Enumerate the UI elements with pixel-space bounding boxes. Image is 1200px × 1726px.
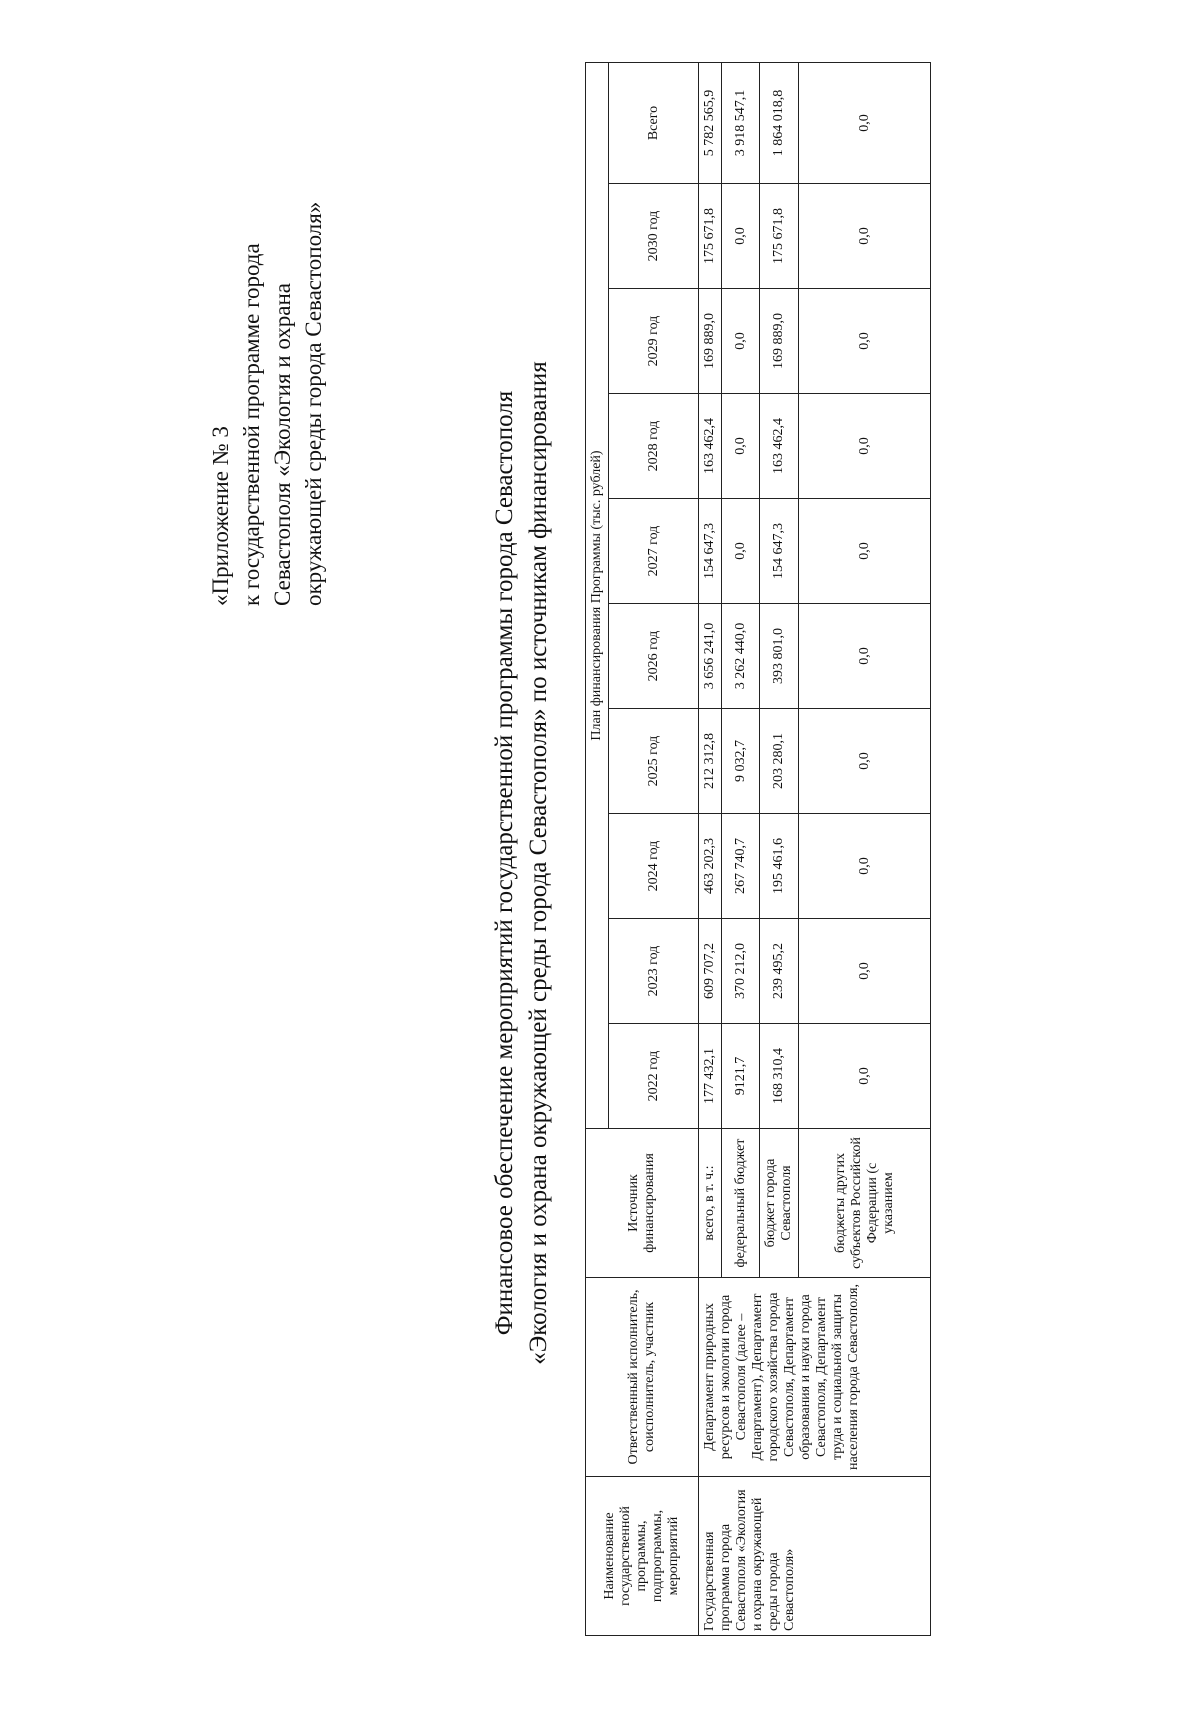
value-cell: 175 671,8 [760,184,799,289]
value-cell: 0,0 [799,814,931,919]
total-cell: 3 918 547,1 [722,63,760,184]
value-cell: 9121,7 [722,1024,760,1129]
header-year: 2024 год [609,814,699,919]
total-cell: 0,0 [799,63,931,184]
header-year: 2030 год [609,184,699,289]
header-year: 2029 год [609,289,699,394]
header-year: 2025 год [609,709,699,814]
value-cell: 195 461,6 [760,814,799,919]
source-cell: бюджеты других субъектов Российской Федерации (с указанием [799,1129,931,1278]
header-source: Источник финансирования [586,1129,699,1278]
value-cell: 0,0 [799,919,931,1024]
value-cell: 154 647,3 [699,499,722,604]
table-row [699,63,722,1636]
program-name-cell: Государственная программа города Севастополя «Экология и охрана окружающей среды города Севастополя» [699,1477,931,1636]
appendix-line-2: к государственной программе города [239,243,264,606]
total-cell: 1 864 018,8 [760,63,799,184]
header-year: 2023 год [609,919,699,1024]
value-cell: 3 262 440,0 [722,604,760,709]
value-cell: 203 280,1 [760,709,799,814]
header-plan: План финансирования Программы (тыс. рублей) [586,63,609,1129]
value-cell: 609 707,2 [699,919,722,1024]
value-cell: 154 647,3 [760,499,799,604]
value-cell: 177 432,1 [699,1024,722,1129]
value-cell: 0,0 [799,1024,931,1129]
value-cell: 0,0 [722,394,760,499]
header-total: Всего [609,63,699,184]
header-year: 2022 год [609,1024,699,1129]
header-name: Наименование государственной программы, подпрограммы, мероприятий [586,1477,699,1636]
appendix-line-3: Севастополя «Экология и охрана [270,282,295,606]
value-cell: 175 671,8 [699,184,722,289]
financing-table [585,62,931,1636]
appendix-line-4: окружающей среды города Севастополя» [301,201,326,606]
header-responsible: Ответственный исполнитель, соисполнитель, участник [586,1278,699,1477]
source-cell: федеральный бюджет [722,1129,760,1278]
appendix-heading [205,86,329,606]
header-year: 2027 год [609,499,699,604]
source-cell: всего, в т. ч.: [699,1129,722,1278]
header-row-1 [586,63,609,1636]
value-cell: 0,0 [722,289,760,394]
source-cell: бюджет города Севастополя [760,1129,799,1278]
value-cell: 9 032,7 [722,709,760,814]
value-cell: 212 312,8 [699,709,722,814]
value-cell: 169 889,0 [760,289,799,394]
value-cell: 0,0 [799,289,931,394]
total-cell: 5 782 565,9 [699,63,722,184]
title-line-2: «Экология и охрана окружающей среды города Севастополя» по источникам финансирования [525,361,552,1365]
value-cell: 0,0 [799,709,931,814]
title-line-1: Финансовое обеспечение мероприятий государственной программы города Севастополя [491,390,518,1336]
value-cell: 239 495,2 [760,919,799,1024]
value-cell: 0,0 [722,184,760,289]
document-title [488,0,556,1726]
value-cell: 0,0 [799,604,931,709]
value-cell: 0,0 [799,499,931,604]
value-cell: 163 462,4 [699,394,722,499]
appendix-line-1: «Приложение № 3 [208,426,233,606]
value-cell: 163 462,4 [760,394,799,499]
value-cell: 393 801,0 [760,604,799,709]
value-cell: 370 212,0 [722,919,760,1024]
value-cell: 0,0 [799,394,931,499]
value-cell: 0,0 [799,184,931,289]
value-cell: 3 656 241,0 [699,604,722,709]
value-cell: 0,0 [722,499,760,604]
header-year: 2026 год [609,604,699,709]
value-cell: 168 310,4 [760,1024,799,1129]
value-cell: 169 889,0 [699,289,722,394]
value-cell: 463 202,3 [699,814,722,919]
responsible-cell: Департамент природных ресурсов и экологии города Севастополя (далее – Департамент), Департамент городского хозяйства города Севастополя, Департамент образования и науки города Севастополя, Департамент труда и социальной защиты населения города Севастополя, [699,1278,931,1477]
header-year: 2028 год [609,394,699,499]
value-cell: 267 740,7 [722,814,760,919]
